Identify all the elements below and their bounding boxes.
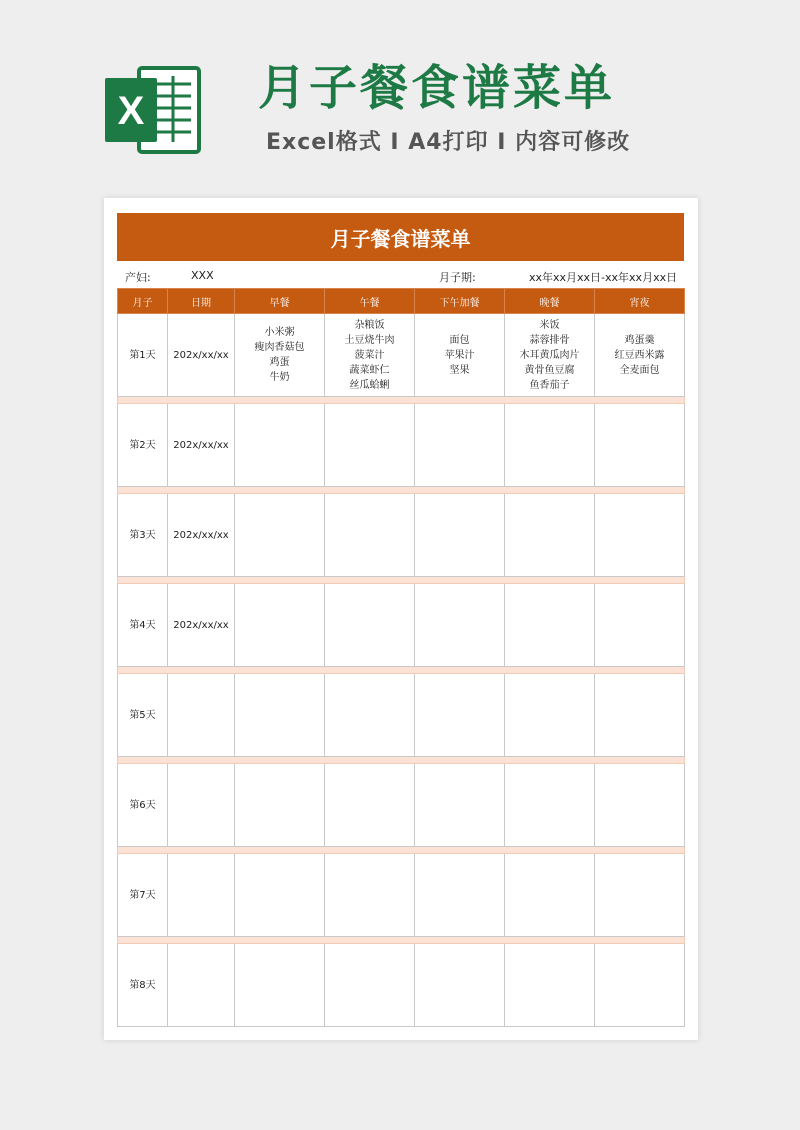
- day-cell: 第5天: [118, 674, 168, 757]
- dinner-cell: [505, 944, 595, 1027]
- dinner-cell: [505, 314, 595, 397]
- mother-value: XXX: [191, 269, 214, 282]
- snack-cell: [415, 404, 505, 487]
- snack-cell: [415, 584, 505, 667]
- column-header: 晚餐: [505, 289, 595, 314]
- lunch-cell: [325, 674, 415, 757]
- menu-item: 鱼香茄子: [529, 379, 570, 391]
- menu-table: [117, 288, 685, 1027]
- table-row: [118, 944, 685, 1027]
- date-cell: 202x/xx/xx: [168, 404, 235, 487]
- menu-item: 土豆烧牛肉: [344, 334, 395, 346]
- night-cell: [595, 584, 685, 667]
- date-cell: [168, 674, 235, 757]
- date-cell: [168, 944, 235, 1027]
- snack-cell: [415, 764, 505, 847]
- breakfast-cell: [235, 314, 325, 397]
- night-cell: [595, 674, 685, 757]
- night-cell: [595, 764, 685, 847]
- mother-label: 产妇:: [125, 271, 151, 284]
- menu-item: 鸡蛋羹: [624, 334, 655, 346]
- date-cell: [168, 764, 235, 847]
- snack-cell: [415, 944, 505, 1027]
- menu-item: 蔬菜虾仁: [349, 364, 390, 376]
- menu-item: 小米粥: [264, 327, 295, 338]
- lunch-cell: [325, 314, 415, 397]
- row-separator: [118, 757, 685, 764]
- day-cell: 第1天: [118, 314, 168, 397]
- table-row: [118, 584, 685, 667]
- breakfast-cell: [235, 854, 325, 937]
- dinner-cell: [505, 584, 595, 667]
- separator-band: [118, 577, 685, 584]
- snack-cell: [415, 674, 505, 757]
- day-cell: 第8天: [118, 944, 168, 1027]
- logo-letter: X: [117, 89, 145, 133]
- lunch-cell: [325, 764, 415, 847]
- night-cell: [595, 404, 685, 487]
- separator-band: [118, 397, 685, 404]
- period-label: 月子期:: [439, 271, 476, 284]
- menu-item: 黄骨鱼豆腐: [524, 364, 575, 376]
- header-banner: [0, 0, 800, 195]
- day-cell: 第3天: [118, 494, 168, 577]
- table-row: [118, 314, 685, 397]
- column-header: 下午加餐: [415, 289, 505, 314]
- table-row: [118, 854, 685, 937]
- day-cell: 第6天: [118, 764, 168, 847]
- night-cell: [595, 314, 685, 397]
- lunch-cell: [325, 944, 415, 1027]
- row-separator: [118, 487, 685, 494]
- date-cell: 202x/xx/xx: [168, 494, 235, 577]
- menu-item: 菠菜汁: [354, 349, 385, 361]
- snack-cell: [415, 854, 505, 937]
- separator-band: [118, 667, 685, 674]
- menu-item: 苹果汁: [444, 349, 475, 361]
- dinner-cell: [505, 764, 595, 847]
- dinner-cell: [505, 674, 595, 757]
- date-cell: 202x/xx/xx: [168, 314, 235, 397]
- lunch-cell: [325, 854, 415, 937]
- table-row: [118, 674, 685, 757]
- row-separator: [118, 937, 685, 944]
- menu-item: 杂粮饭: [354, 319, 385, 331]
- breakfast-cell: [235, 494, 325, 577]
- column-header: 宵夜: [595, 289, 685, 314]
- column-header: 午餐: [325, 289, 415, 314]
- sheet-title: 月子餐食谱菜单: [117, 213, 684, 261]
- row-separator: [118, 577, 685, 584]
- separator-band: [118, 937, 685, 944]
- banner-title: 月子餐食谱菜单: [258, 60, 616, 116]
- breakfast-cell: [235, 404, 325, 487]
- excel-logo-icon: [103, 62, 203, 158]
- snack-cell: [415, 494, 505, 577]
- table-row: [118, 404, 685, 487]
- night-cell: [595, 854, 685, 937]
- menu-item: 瘦肉香菇包: [254, 342, 305, 353]
- table-row: [118, 494, 685, 577]
- table-row: [118, 764, 685, 847]
- menu-item: 米饭: [539, 319, 560, 331]
- menu-item: 全麦面包: [619, 364, 660, 376]
- dinner-cell: [505, 404, 595, 487]
- date-cell: [168, 854, 235, 937]
- row-separator: [118, 397, 685, 404]
- period-value: xx年xx月xx日-xx年xx月xx日: [529, 271, 678, 284]
- day-cell: 第4天: [118, 584, 168, 667]
- menu-item: 坚果: [449, 364, 470, 376]
- menu-item: 鸡蛋: [269, 357, 290, 368]
- breakfast-cell: [235, 764, 325, 847]
- day-cell: 第7天: [118, 854, 168, 937]
- separator-band: [118, 847, 685, 854]
- banner-subtitle: Excel格式 I A4打印 I 内容可修改: [266, 130, 631, 155]
- dinner-cell: [505, 494, 595, 577]
- menu-item: 牛奶: [269, 372, 290, 383]
- row-separator: [118, 847, 685, 854]
- lunch-cell: [325, 404, 415, 487]
- table-header-row: [118, 289, 685, 314]
- separator-band: [118, 757, 685, 764]
- dinner-cell: [505, 854, 595, 937]
- menu-item: 红豆西米露: [614, 349, 665, 361]
- day-cell: 第2天: [118, 404, 168, 487]
- night-cell: [595, 944, 685, 1027]
- menu-item: 丝瓜蛤蜊: [349, 379, 390, 391]
- row-separator: [118, 667, 685, 674]
- column-header: 日期: [168, 289, 235, 314]
- info-row: [117, 264, 684, 288]
- snack-cell: [415, 314, 505, 397]
- breakfast-cell: [235, 944, 325, 1027]
- menu-item: 蒜蓉排骨: [529, 334, 570, 346]
- night-cell: [595, 494, 685, 577]
- menu-item: 面包: [449, 334, 470, 346]
- menu-sheet: [104, 198, 698, 1040]
- date-cell: 202x/xx/xx: [168, 584, 235, 667]
- lunch-cell: [325, 494, 415, 577]
- column-header: 月子: [118, 289, 168, 314]
- breakfast-cell: [235, 584, 325, 667]
- column-header: 早餐: [235, 289, 325, 314]
- menu-item: 木耳黄瓜肉片: [519, 349, 580, 361]
- breakfast-cell: [235, 674, 325, 757]
- lunch-cell: [325, 584, 415, 667]
- separator-band: [118, 487, 685, 494]
